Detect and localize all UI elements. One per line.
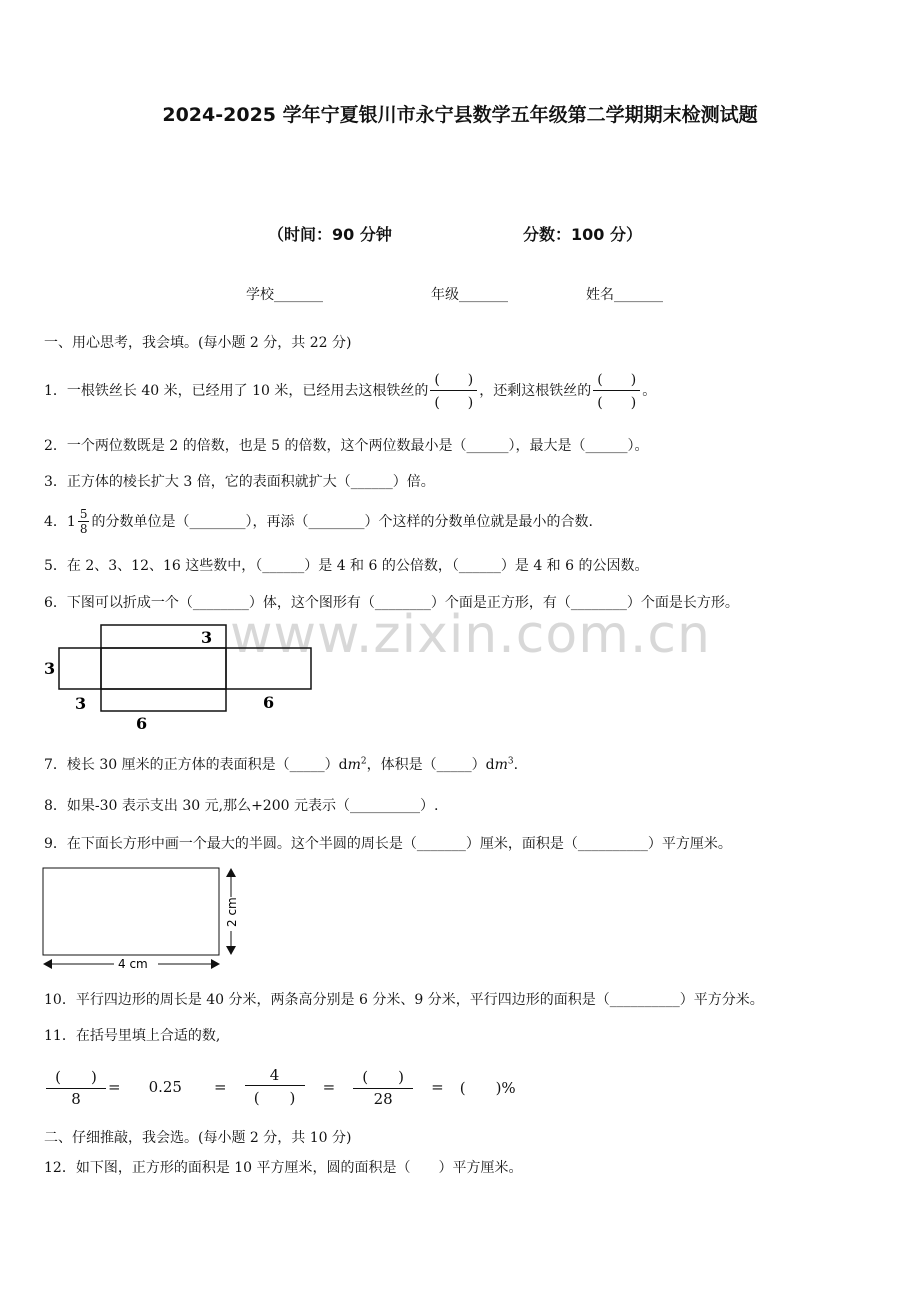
percent-blank[interactable]: ( )% — [459, 1078, 516, 1097]
section-2-heading: 二、仔细推敲，我会选。(每小题 2 分，共 10 分) — [44, 1130, 352, 1146]
fraction-blank-left[interactable] — [593, 369, 640, 412]
question-3: 3．正方体的棱长扩大 3 倍，它的表面积就扩大（______）倍。 — [44, 474, 435, 490]
net-label-bottom-left: 3 — [75, 694, 87, 713]
fraction-numerator: ( ) — [362, 1068, 404, 1086]
height-label: 2 cm — [225, 897, 239, 927]
question-7-text: 7．棱长 30 厘米的正方体的表面积是（_____）d — [44, 757, 348, 773]
arrow-down-icon — [226, 946, 236, 955]
net-face-back — [226, 648, 311, 689]
fraction-numerator: ( ) — [434, 371, 474, 388]
question-1 — [44, 362, 656, 418]
question-11-equation — [44, 1063, 516, 1111]
question-11: 11．在括号里填上合适的数, — [44, 1028, 221, 1044]
question-7-text-2: ，体积是（_____）d — [366, 757, 495, 773]
question-1-text: 1．一根铁丝长 40 米，已经用了 10 米，已经用去这根铁丝的 — [44, 383, 429, 399]
question-7-end: . — [513, 757, 519, 773]
fraction-blank-3[interactable] — [353, 1066, 413, 1108]
unit-m: m — [347, 757, 361, 773]
net-face-front — [101, 648, 226, 689]
section-1-heading: 一、用心思考，我会填。(每小题 2 分，共 22 分) — [44, 335, 352, 351]
equals-sign: = — [322, 1078, 336, 1096]
name-field[interactable]: 姓名_______ — [586, 287, 663, 303]
school-field[interactable]: 学校_______ — [246, 287, 323, 303]
fraction-denominator: 28 — [353, 1088, 413, 1108]
net-face-left — [59, 648, 101, 689]
equals-sign: = — [431, 1078, 444, 1096]
fraction-numerator: ( ) — [55, 1068, 97, 1086]
unit-m: m — [494, 757, 508, 773]
net-label-left: 3 — [44, 659, 56, 678]
question-2: 2．一个两位数既是 2 的倍数，也是 5 的倍数，这个两位数最小是（______），最大是（______）。 — [44, 438, 649, 454]
fraction-denominator: ( ) — [593, 390, 640, 412]
fraction-blank-2[interactable] — [245, 1066, 305, 1108]
question-4-text: 的分数单位是（________），再添（________）个这样的分数单位就是最小的合数. — [91, 514, 593, 530]
cuboid-net-figure — [40, 620, 320, 735]
question-8: 8．如果-30 表示支出 30 元,那么+200 元表示（__________）. — [44, 798, 439, 814]
exam-time: （时间：90 分钟 — [268, 225, 392, 244]
fraction-numerator: 4 — [269, 1066, 280, 1084]
question-4 — [44, 500, 593, 542]
equals-sign: = — [108, 1078, 121, 1096]
unit-cube: 3 — [507, 756, 514, 767]
fraction-denominator: 8 — [79, 521, 88, 536]
watermark: www.zixin.com.cn — [230, 605, 711, 665]
rectangle-figure — [38, 862, 248, 974]
net-label-right: 6 — [263, 693, 275, 712]
net-label-top: 3 — [201, 628, 213, 647]
exam-score: 分数：100 分） — [523, 225, 642, 244]
net-label-bottom: 6 — [136, 714, 148, 733]
question-7 — [44, 754, 518, 774]
fraction-numerator: ( ) — [597, 371, 637, 388]
fraction-denominator: 8 — [46, 1088, 106, 1108]
arrow-left-icon — [43, 959, 52, 969]
question-4-number: 4．1 — [44, 514, 76, 530]
unit-square: 2 — [360, 756, 367, 767]
net-face-bottom — [101, 689, 226, 711]
fraction-denominator: ( ) — [430, 390, 477, 412]
grade-field[interactable]: 年级_______ — [431, 287, 508, 303]
arrow-up-icon — [226, 868, 236, 877]
fraction-numerator: 5 — [79, 506, 88, 521]
width-label: 4 cm — [118, 957, 148, 971]
question-10: 10．平行四边形的周长是 40 分米，两条高分别是 6 分米、9 分米，平行四边形的面积是（__________）平方分米。 — [44, 992, 764, 1008]
mixed-fraction — [78, 507, 90, 536]
question-6: 6．下图可以折成一个（________）体，这个图形有（________）个面是正方形，有（________）个面是长方形。 — [44, 595, 739, 611]
fraction-denominator: ( ) — [245, 1085, 305, 1108]
fraction-blank-used[interactable] — [430, 369, 477, 412]
question-12: 12．如下图，正方形的面积是 10 平方厘米，圆的面积是（ ）平方厘米。 — [44, 1160, 523, 1176]
question-5: 5．在 2、3、12、16 这些数中，（______）是 4 和 6 的公倍数，（______）是 4 和 6 的公因数。 — [44, 558, 649, 574]
page-title: 2024-2025 学年宁夏银川市永宁县数学五年级第二学期期末检测试题 — [162, 104, 758, 126]
question-1-text-2: ，还剩这根铁丝的 — [479, 383, 592, 399]
equals-sign: = — [213, 1078, 227, 1096]
decimal-value: 0.25 — [148, 1078, 182, 1096]
fraction-blank-1[interactable] — [46, 1066, 106, 1108]
arrow-right-icon — [211, 959, 220, 969]
question-9: 9．在下面长方形中画一个最大的半圆。这个半圆的周长是（_______）厘米，面积是（__________）平方厘米。 — [44, 836, 732, 852]
question-1-end: 。 — [642, 383, 657, 399]
rectangle-shape — [43, 868, 219, 955]
